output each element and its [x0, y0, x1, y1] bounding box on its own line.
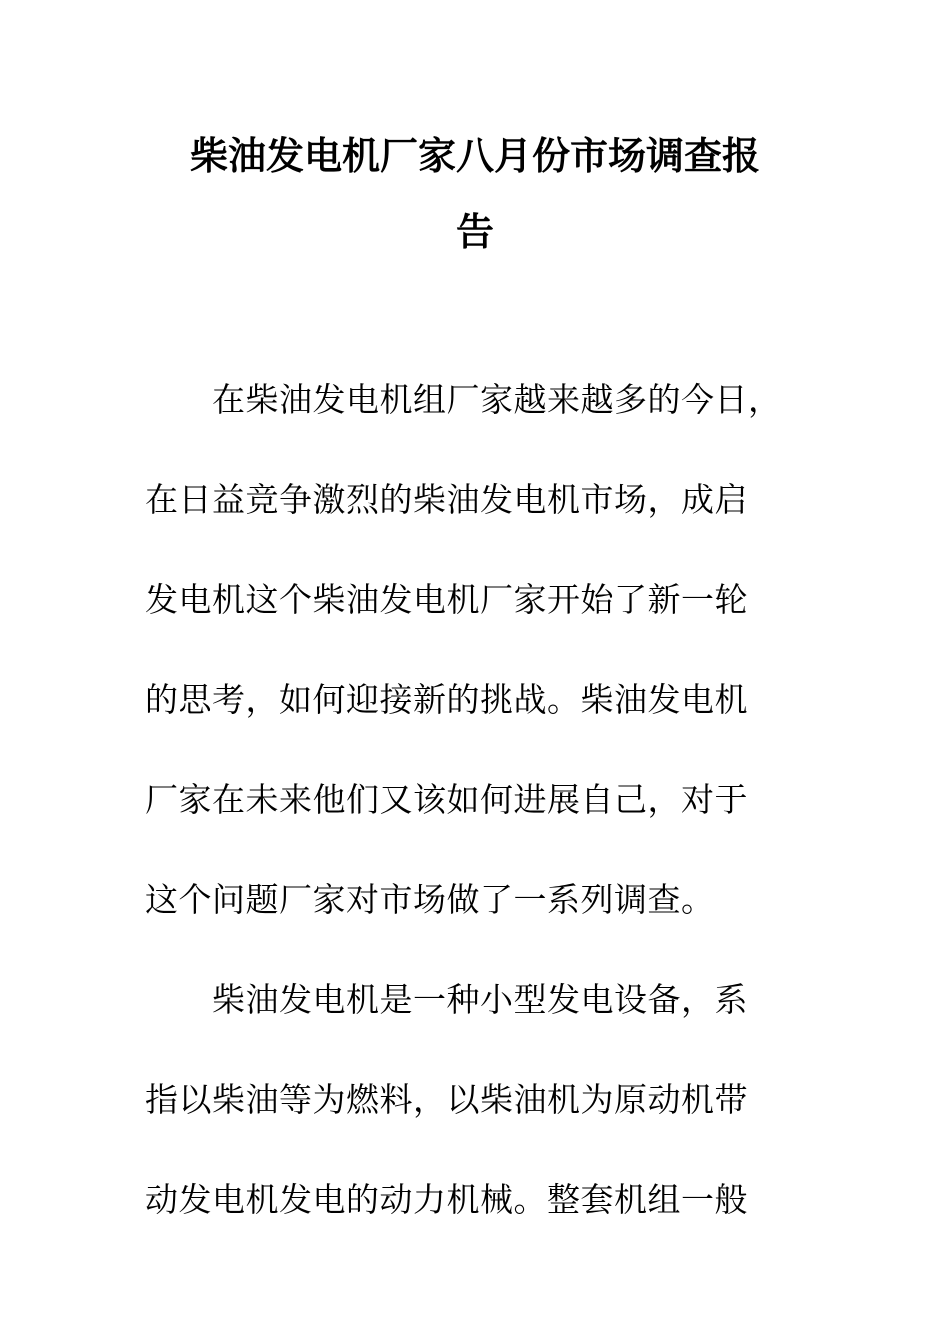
title-line-2: 告: [455, 210, 494, 254]
paragraph-1-line-4: 的思考，如何迎接新的挑战。柴油发电机: [145, 680, 748, 719]
paragraph-1-line-6: 这个问题厂家对市场做了一系列调查。: [145, 880, 715, 919]
paragraph-1-line-1: 在柴油发电机组厂家越来越多的今日，: [212, 380, 782, 419]
title-line-1: 柴油发电机厂家八月份市场调查报: [189, 134, 760, 178]
paragraph-2-line-3: 动发电机发电的动力机械。整套机组一般: [145, 1180, 748, 1219]
paragraph-1-line-5: 厂家在未来他们又该如何进展自己，对于: [145, 780, 748, 819]
paragraph-2-line-1: 柴油发电机是一种小型发电设备，系: [212, 980, 748, 1019]
paragraph-1-line-3: 发电机这个柴油发电机厂家开始了新一轮: [145, 580, 748, 619]
paragraph-1-line-2: 在日益竞争激烈的柴油发电机市场，成启: [145, 480, 748, 519]
paragraph-2-line-2: 指以柴油等为燃料，以柴油机为原动机带: [145, 1080, 748, 1119]
page-title: [140, 118, 810, 270]
